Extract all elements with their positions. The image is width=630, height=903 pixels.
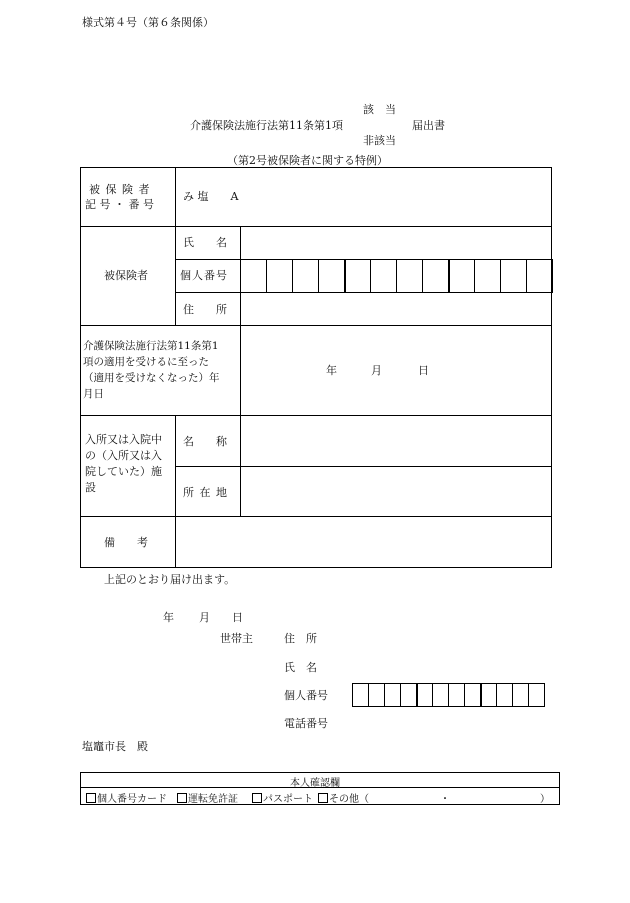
digit-box[interactable] — [416, 683, 433, 707]
checkbox-icon — [252, 793, 262, 803]
householder-address-label: 住 所 — [284, 632, 317, 645]
row-divider — [80, 516, 552, 517]
date-label-line: （適用を受けなくなった）年 — [83, 372, 220, 384]
digit-box[interactable] — [368, 683, 385, 707]
digit-box[interactable] — [240, 259, 267, 293]
digit-box[interactable] — [370, 259, 397, 293]
insured-number-label-line2: 記 号 ・ 番 号 — [85, 198, 154, 211]
facility-label-line: 院していた）施 — [85, 465, 162, 478]
digit-box[interactable] — [400, 683, 417, 707]
digit-box[interactable] — [384, 683, 401, 707]
date-year: 年 — [326, 364, 337, 377]
identity-option-passport[interactable]: パスポート — [252, 790, 313, 805]
submit-date-month: 月 — [199, 611, 210, 624]
digit-box[interactable] — [474, 259, 501, 293]
digit-box[interactable] — [500, 259, 527, 293]
submit-date-year: 年 — [163, 611, 174, 624]
title-option-applicable: 該 当 — [363, 103, 396, 116]
facility-label-line: の（入所又は入 — [85, 449, 162, 462]
facility-label-line: 入所又は入院中 — [85, 433, 162, 446]
identity-check-header: 本人確認欄 — [290, 778, 340, 789]
address-label: 住 所 — [183, 303, 227, 316]
insured-label: 被保険者 — [104, 269, 148, 282]
form-number: 様式第４号（第６条関係） — [82, 16, 214, 29]
identity-other-close: ） — [540, 794, 550, 805]
checkbox-icon — [318, 793, 328, 803]
facility-label-line: 設 — [85, 481, 96, 494]
date-label-line: 介護保険法施行法第11条第1 — [83, 340, 219, 352]
address-field[interactable] — [242, 294, 550, 324]
remarks-label: 備 考 — [104, 536, 148, 549]
digit-box[interactable] — [496, 683, 513, 707]
col-divider — [240, 226, 241, 416]
checkbox-icon — [86, 793, 96, 803]
remarks-field[interactable] — [177, 518, 550, 566]
identity-option-other[interactable]: その他（ — [318, 790, 369, 805]
name-label: 氏 名 — [183, 236, 227, 249]
insured-number-label-line1: 被 保 険 者 — [89, 183, 151, 196]
date-day: 日 — [418, 364, 429, 377]
digit-box[interactable] — [464, 683, 481, 707]
title-option-not-applicable: 非該当 — [363, 134, 396, 147]
digit-box[interactable] — [480, 683, 497, 707]
identity-other-dot: ・ — [440, 794, 450, 805]
householder-personal-number-label: 個人番号 — [284, 689, 328, 702]
facility-name-label: 名 称 — [183, 435, 227, 448]
digit-box[interactable] — [528, 683, 545, 707]
householder-name-label: 氏 名 — [284, 661, 317, 674]
title-law: 介護保険法施行法第11条第1項 — [190, 119, 343, 132]
row-divider — [80, 325, 552, 326]
date-label-line: 項の適用を受けるに至った — [83, 356, 209, 368]
date-label-line: 月日 — [83, 388, 104, 400]
col-divider — [240, 415, 241, 516]
digit-box[interactable] — [344, 259, 371, 293]
row-divider — [80, 415, 552, 416]
digit-box[interactable] — [318, 259, 345, 293]
digit-box[interactable] — [512, 683, 529, 707]
declaration: 上記のとおり届け出ます。 — [104, 573, 236, 586]
addressee: 塩竈市長 殿 — [82, 740, 148, 753]
title-subtitle: （第2号被保険者に関する特例） — [227, 154, 388, 167]
householder-label: 世帯主 — [220, 632, 253, 645]
digit-box[interactable] — [448, 683, 465, 707]
submit-date-day: 日 — [232, 611, 243, 624]
digit-box[interactable] — [526, 259, 553, 293]
digit-box[interactable] — [352, 683, 369, 707]
name-field[interactable] — [242, 228, 550, 258]
identity-option-mynumber[interactable]: 個人番号カード — [86, 790, 167, 805]
digit-box[interactable] — [432, 683, 449, 707]
facility-address-label: 所 在 地 — [183, 486, 228, 499]
date-month: 月 — [371, 364, 382, 377]
col-divider — [175, 415, 176, 568]
row-divider — [175, 466, 552, 467]
digit-box[interactable] — [396, 259, 423, 293]
col-divider — [175, 167, 176, 326]
householder-phone-label: 電話番号 — [284, 717, 328, 730]
digit-box[interactable] — [266, 259, 293, 293]
identity-option-license[interactable]: 運転免許証 — [177, 790, 238, 805]
title-suffix: 届出書 — [412, 119, 445, 132]
row-divider — [80, 226, 552, 227]
personal-number-label: 個人番号 — [180, 269, 228, 282]
digit-box[interactable] — [292, 259, 319, 293]
checkbox-icon — [177, 793, 187, 803]
insured-number-value: み 塩 A — [183, 190, 239, 203]
digit-box[interactable] — [448, 259, 475, 293]
digit-box[interactable] — [422, 259, 449, 293]
